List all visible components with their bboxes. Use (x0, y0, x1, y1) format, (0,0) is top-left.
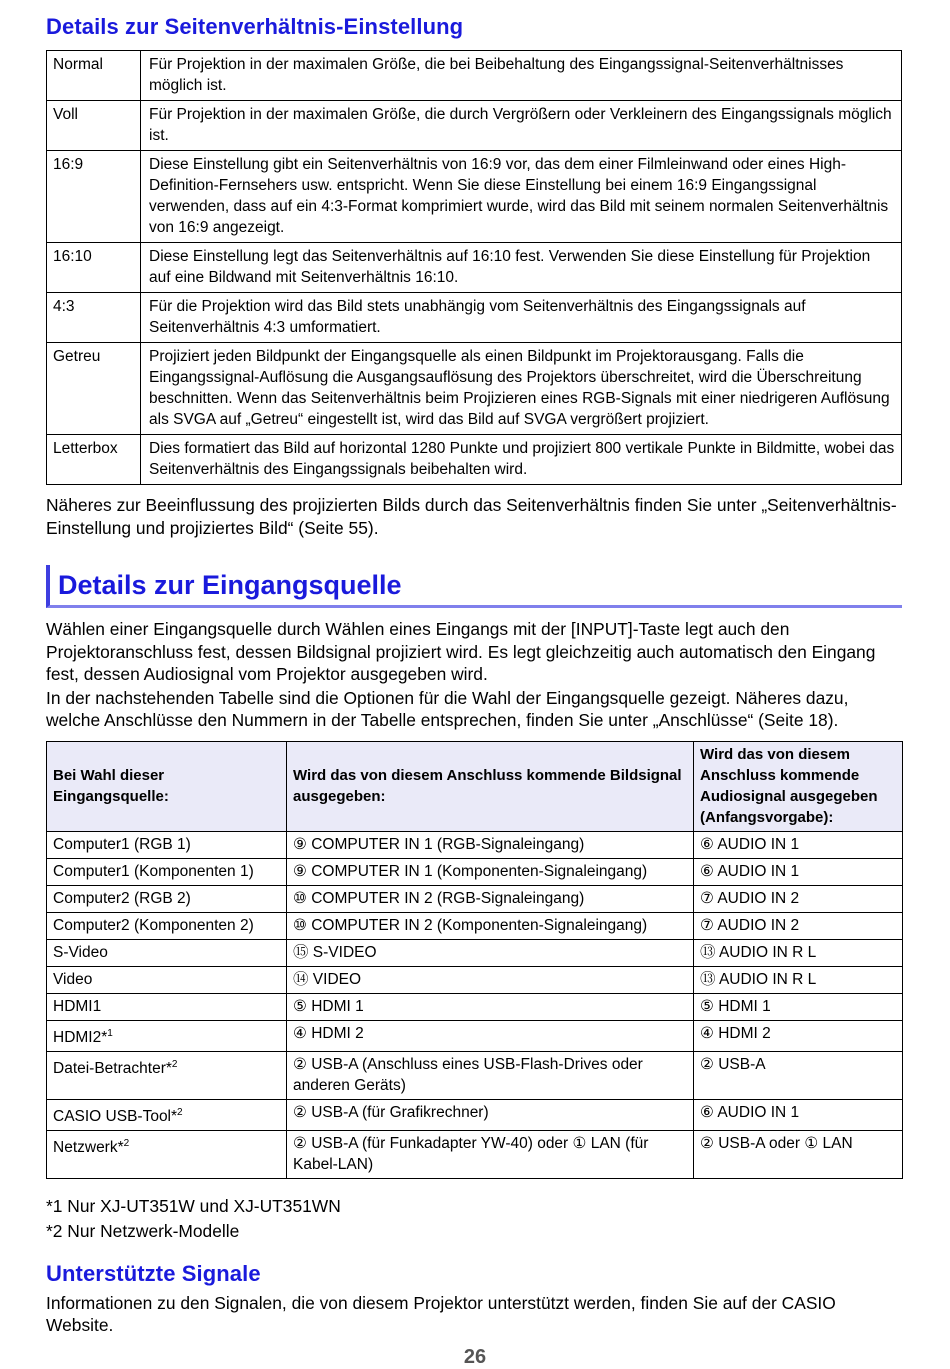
aspect-row (47, 151, 902, 243)
source-name: Computer1 (Komponenten 1) (53, 862, 254, 880)
input-source-row (47, 966, 903, 993)
video-output-cell: ⑤ HDMI 1 (287, 993, 694, 1020)
source-cell (47, 858, 287, 885)
input-source-row (47, 831, 903, 858)
source-name: CASIO USB-Tool* (53, 1107, 178, 1125)
aspect-term: Getreu (47, 343, 141, 435)
video-output-cell: ⑨ COMPUTER IN 1 (Komponenten-Signaleingang) (287, 858, 694, 885)
aspect-term: Voll (47, 101, 141, 151)
manual-page (46, 0, 902, 1337)
source-cell (47, 912, 287, 939)
aspect-description: Für Projektion in der maximalen Größe, die durch Vergrößern oder Verkleinern des Eingangssignals möglich ist. (141, 101, 902, 151)
audio-output-cell: ⑥ AUDIO IN 1 (694, 1099, 903, 1130)
input-source-row (47, 1099, 903, 1130)
audio-output-cell: ⑥ AUDIO IN 1 (694, 858, 903, 885)
source-cell (47, 1099, 287, 1130)
header-source: Bei Wahl dieser Eingangsquelle: (47, 741, 287, 831)
aspect-description: Dies formatiert das Bild auf horizontal 1280 Punkte und projiziert 800 vertikale Punkte in Bildmitte, wobei das Seitenverhältnis des Eingangssignals beibehalten wird. (141, 435, 902, 485)
input-source-row (47, 885, 903, 912)
footnote-marker: 2 (123, 1137, 130, 1149)
video-output-cell: ② USB-A (für Grafikrechner) (287, 1099, 694, 1130)
input-source-row (47, 858, 903, 885)
aspect-row (47, 343, 902, 435)
source-name: HDMI2* (53, 1028, 108, 1046)
source-cell (47, 1051, 287, 1099)
header-video: Wird das von diesem Anschluss kommende Bildsignal ausgegeben: (287, 741, 694, 831)
input-source-row (47, 912, 903, 939)
video-output-cell: ⑮ S-VIDEO (287, 939, 694, 966)
aspect-ratio-table-body (47, 51, 902, 485)
source-cell (47, 885, 287, 912)
source-cell (47, 1130, 287, 1178)
source-name: Netzwerk* (53, 1138, 124, 1156)
audio-output-cell: ⑬ AUDIO IN R L (694, 966, 903, 993)
video-output-cell: ④ HDMI 2 (287, 1020, 694, 1051)
aspect-description: Für Projektion in der maximalen Größe, die bei Beibehaltung des Eingangssignal-Seitenverhältnisses möglich ist. (141, 51, 902, 101)
aspect-term: 16:10 (47, 243, 141, 293)
video-output-cell: ② USB-A (Anschluss eines USB-Flash-Drives oder anderen Geräts) (287, 1051, 694, 1099)
input-intro-1: Wählen einer Eingangsquelle durch Wählen eines Eingangs mit der [INPUT]-Taste legt auch den Projektoranschluss fest, dessen Bildsignal projiziert wird. Es legt gleichzeitig auch automatisch den Eingang fest, dessen Audiosignal vom Projektor ausgegeben wird. (46, 619, 876, 684)
page-number: 26 (463, 1346, 487, 1368)
header-audio: Wird das von diesem Anschluss kommende Audiosignal ausgegeben (Anfangsvorgabe): (694, 741, 903, 831)
aspect-row (47, 243, 902, 293)
footnote-marker: 2 (171, 1058, 178, 1070)
aspect-term: Normal (47, 51, 141, 101)
input-source-row (47, 993, 903, 1020)
source-name: Computer2 (Komponenten 2) (53, 916, 254, 934)
aspect-description: Diese Einstellung legt das Seitenverhältnis auf 16:10 fest. Verwenden Sie diese Einstellung für Projektion auf eine Bildwand mit Seitenverhältnis 16:10. (141, 243, 902, 293)
aspect-note: Näheres zur Beeinflussung des projizierten Bilds durch das Seitenverhältnis finden Sie unter „Seitenverhältnis-Einstellung und projiziertes Bild“ (Seite 55). (46, 495, 897, 538)
aspect-term: 4:3 (47, 293, 141, 343)
audio-output-cell: ⑦ AUDIO IN 2 (694, 912, 903, 939)
aspect-term: Letterbox (47, 435, 141, 485)
source-name: Video (53, 970, 93, 988)
audio-output-cell: ⑤ HDMI 1 (694, 993, 903, 1020)
signals-text: Informationen zu den Signalen, die von diesem Projektor unterstützt werden, finden Sie auf der CASIO Website. (46, 1292, 836, 1336)
audio-output-cell: ⑥ AUDIO IN 1 (694, 831, 903, 858)
aspect-row (47, 51, 902, 101)
footnote-marker: 1 (107, 1027, 113, 1039)
source-cell (47, 966, 287, 993)
input-source-table (46, 741, 903, 1179)
source-name: HDMI1 (53, 997, 102, 1015)
footnote-1: *1 Nur XJ-UT351W und XJ-UT351WN (46, 1195, 341, 1216)
source-cell (47, 939, 287, 966)
audio-output-cell: ⑬ AUDIO IN R L (694, 939, 903, 966)
source-name: Computer1 (RGB 1) (53, 835, 191, 853)
footnote-marker: 2 (177, 1106, 183, 1118)
input-source-row (47, 1020, 903, 1051)
source-cell (47, 993, 287, 1020)
video-output-cell: ② USB-A (für Funkadapter YW-40) oder ① LAN (für Kabel-LAN) (287, 1130, 694, 1178)
input-intro-2: In der nachstehenden Tabelle sind die Optionen für die Wahl der Eingangsquelle gezeigt. Näheres dazu, welche Anschlüsse den Nummern in der Tabelle entsprechen, finden Sie unter „Anschlüsse“ (Seite 18). (46, 687, 849, 730)
video-output-cell: ⑩ COMPUTER IN 2 (RGB-Signaleingang) (287, 885, 694, 912)
input-source-row (47, 939, 903, 966)
audio-output-cell: ④ HDMI 2 (694, 1020, 903, 1051)
footnote-2: *2 Nur Netzwerk-Modelle (46, 1220, 240, 1241)
aspect-section-title: Details zur Seitenverhältnis-Einstellung (46, 14, 464, 39)
aspect-row (47, 101, 902, 151)
audio-output-cell: ② USB-A (694, 1051, 903, 1099)
input-table-header-row (47, 741, 903, 831)
aspect-description: Projiziert jeden Bildpunkt der Eingangsquelle als einen Bildpunkt im Projektorausgang. Falls die Eingangssignal-Auflösung die Ausgangsauflösung des Projektors überschreitet, wird die Überschreitung beschnitten. Wenn das Seitenverhältnis beim Projizieren eines RGB-Signals mit einer niedrigeren Auflösung als SVGA auf „Getreu“ eingestellt ist, wird das Bild auf SVGA vergrößert projiziert. (141, 343, 902, 435)
source-cell (47, 831, 287, 858)
aspect-row (47, 435, 902, 485)
audio-output-cell: ⑦ AUDIO IN 2 (694, 885, 903, 912)
input-source-row (47, 1051, 903, 1099)
aspect-description: Diese Einstellung gibt ein Seitenverhältnis von 16:9 vor, das dem einer Filmleinwand oder eines High-Definition-Fernsehers usw. entspricht. Wenn Sie diese Einstellung bei einem 16:9 Eingangssignal verwenden, dass auf ein 4:3-Format komprimiert wurde, wird das Bild mit seinem normalen Seitenverhältnis von 16:9 angezeigt. (141, 151, 902, 243)
signals-section-title: Unterstützte Signale (46, 1260, 261, 1286)
aspect-ratio-table (46, 50, 902, 485)
audio-output-cell: ② USB-A oder ① LAN (694, 1130, 903, 1178)
source-name: Computer2 (RGB 2) (53, 889, 191, 907)
video-output-cell: ⑨ COMPUTER IN 1 (RGB-Signaleingang) (287, 831, 694, 858)
video-output-cell: ⑭ VIDEO (287, 966, 694, 993)
video-output-cell: ⑩ COMPUTER IN 2 (Komponenten-Signaleingang) (287, 912, 694, 939)
input-source-table-body (47, 831, 903, 1178)
source-name: Datei-Betrachter* (53, 1059, 172, 1077)
input-section-title: Details zur Eingangsquelle (46, 565, 902, 608)
aspect-term: 16:9 (47, 151, 141, 243)
source-cell (47, 1020, 287, 1051)
aspect-row (47, 293, 902, 343)
source-name: S-Video (53, 943, 108, 961)
input-source-row (47, 1130, 903, 1178)
aspect-description: Für die Projektion wird das Bild stets unabhängig vom Seitenverhältnis des Eingangssignals auf Seitenverhältnis 4:3 umformatiert. (141, 293, 902, 343)
